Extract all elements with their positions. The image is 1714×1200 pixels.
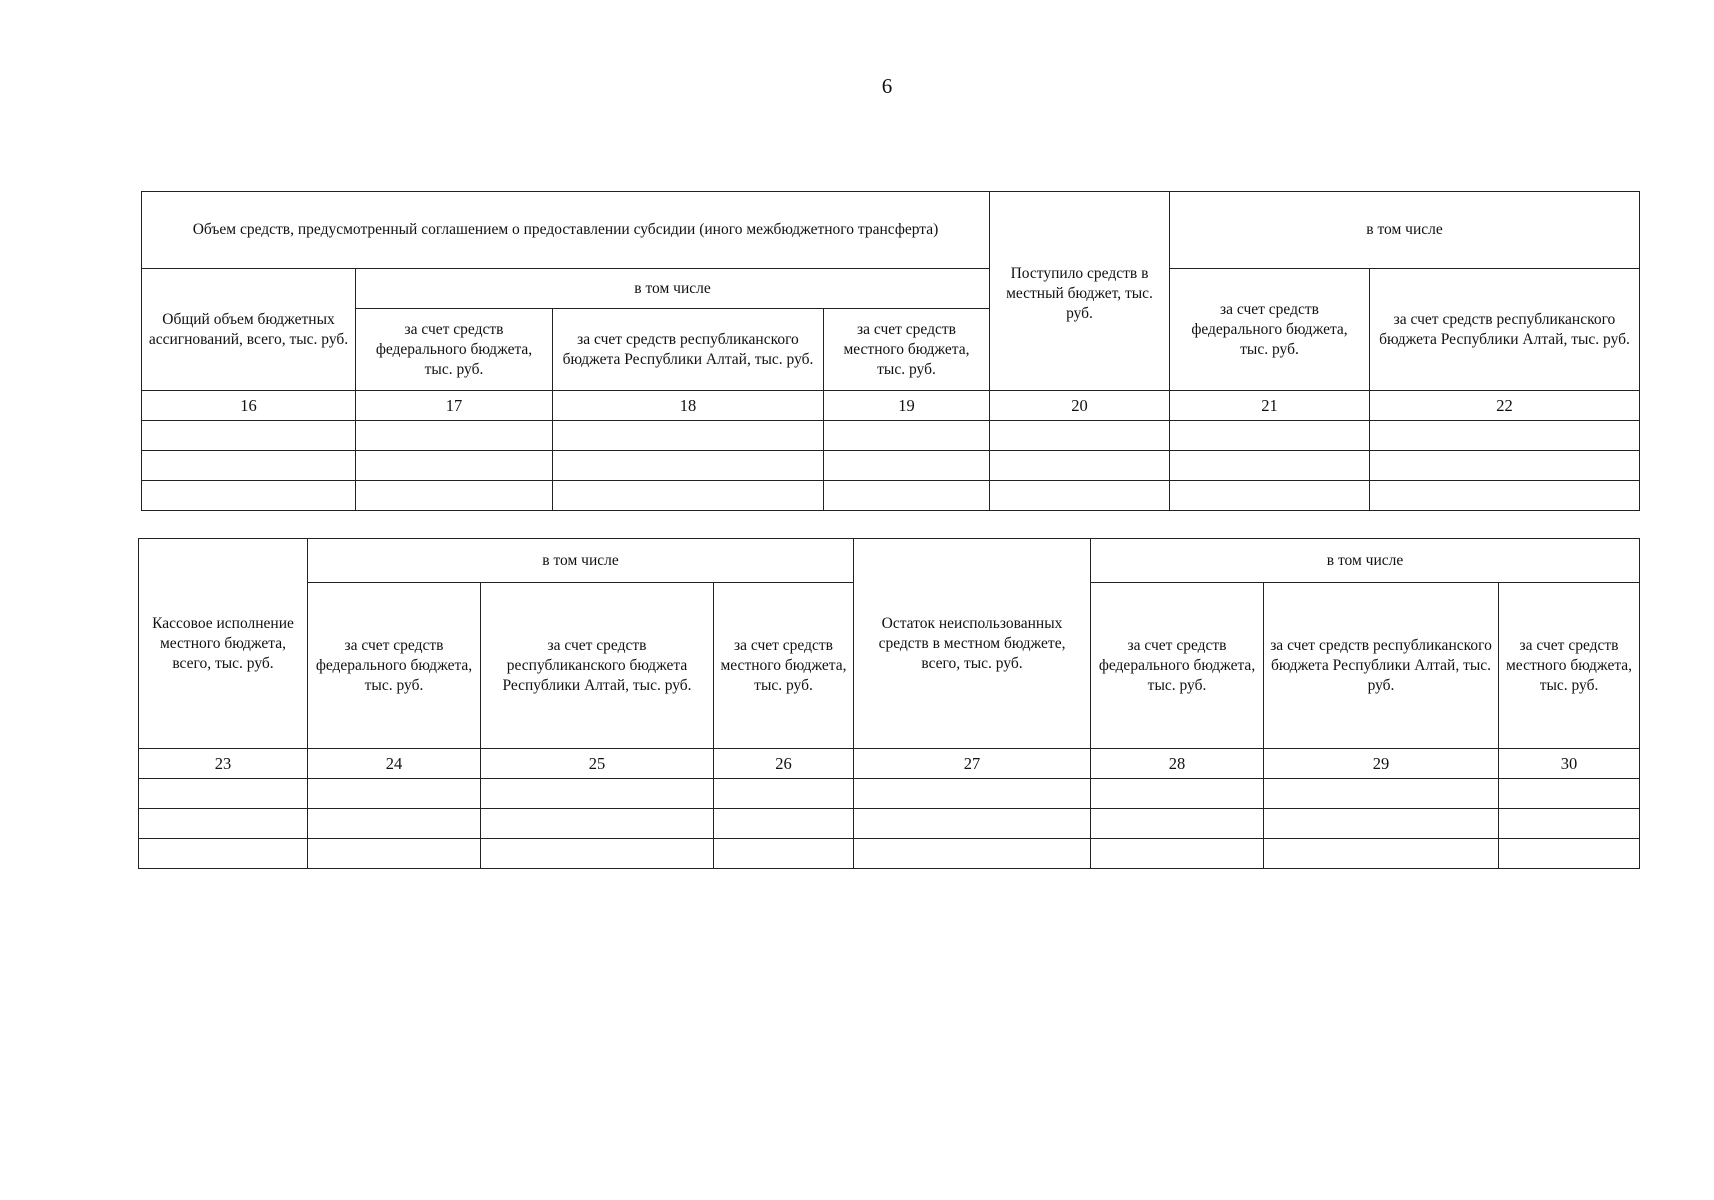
table-cell (1264, 839, 1499, 869)
column-numbers-row (142, 391, 1640, 421)
table-cell (1091, 779, 1264, 809)
column-number-19: 19 (824, 391, 990, 421)
table-cell (308, 779, 481, 809)
table-cell (308, 809, 481, 839)
local-budget-header-26: за счет средств местного бюджета, тыс. руб. (714, 583, 854, 749)
table-cell (714, 839, 854, 869)
table-row (142, 451, 1640, 481)
local-budget-header-30: за счет средств местного бюджета, тыс. руб. (1499, 583, 1640, 749)
column-number-25: 25 (481, 749, 714, 779)
table-cell (553, 421, 824, 451)
table-cell (1170, 451, 1370, 481)
column-number-27: 27 (854, 749, 1091, 779)
republic-budget-header-22: за счет средств республиканского бюджета Республики Алтай, тыс. руб. (1370, 269, 1640, 391)
table-cell (1170, 481, 1370, 511)
including-header: в том числе (1170, 192, 1640, 269)
table-cell (990, 421, 1170, 451)
including-subheader: в том числе (356, 269, 990, 309)
table-cell (714, 779, 854, 809)
table-cell (142, 481, 356, 511)
page-number: 6 (881, 74, 893, 98)
table-cell (308, 839, 481, 869)
column-number-24: 24 (308, 749, 481, 779)
column-number-29: 29 (1264, 749, 1499, 779)
table-cell (854, 779, 1091, 809)
table-cell (139, 779, 308, 809)
column-number-20: 20 (990, 391, 1170, 421)
table-cell (714, 809, 854, 839)
column-number-17: 17 (356, 391, 553, 421)
cash-execution-header: Кассовое исполнение местного бюджета, всего, тыс. руб. (139, 539, 308, 749)
column-number-16: 16 (142, 391, 356, 421)
republic-budget-header-25: за счет средств республиканского бюджета Республики Алтай, тыс. руб. (481, 583, 714, 749)
federal-budget-header-17: за счет средств федерального бюджета, тыс. руб. (356, 309, 553, 391)
table-row (139, 809, 1640, 839)
table-row (142, 481, 1640, 511)
table-cell (356, 451, 553, 481)
federal-budget-header-28: за счет средств федерального бюджета, тыс. руб. (1091, 583, 1264, 749)
table-cell (356, 421, 553, 451)
table-cell (481, 839, 714, 869)
table-cell (824, 451, 990, 481)
table-cell (356, 481, 553, 511)
table-cell (142, 451, 356, 481)
column-number-22: 22 (1370, 391, 1640, 421)
table-cell (1264, 809, 1499, 839)
table-cell (824, 421, 990, 451)
table-cell (481, 809, 714, 839)
table-cell (142, 421, 356, 451)
table-cell (854, 809, 1091, 839)
table-cell (1499, 779, 1640, 809)
table-cell (1499, 809, 1640, 839)
table-cell (1264, 779, 1499, 809)
table-cell (1499, 839, 1640, 869)
table-cell (990, 481, 1170, 511)
table-cell (854, 839, 1091, 869)
column-number-30: 30 (1499, 749, 1640, 779)
local-budget-header-19: за счет средств местного бюджета, тыс. руб. (824, 309, 990, 391)
table-cell (1170, 421, 1370, 451)
column-number-26: 26 (714, 749, 854, 779)
table-cell (139, 839, 308, 869)
table-cell (1370, 421, 1640, 451)
subsidy-volume-table (141, 191, 1640, 511)
table-cell (481, 779, 714, 809)
agreement-volume-header: Объем средств, предусмотренный соглашением о предоставлении субсидии (иного межбюджетного трансферта) (142, 192, 990, 269)
received-funds-label: Поступило средств в местный бюджет, тыс. руб. (1006, 265, 1153, 322)
column-number-21: 21 (1170, 391, 1370, 421)
table-cell (824, 481, 990, 511)
table-cell (553, 481, 824, 511)
table-cell (990, 451, 1170, 481)
column-number-28: 28 (1091, 749, 1264, 779)
including-header-b: в том числе (1091, 539, 1640, 583)
federal-budget-header-21: за счет средств федерального бюджета, тыс. руб. (1170, 269, 1370, 391)
republic-budget-header-18: за счет средств республиканского бюджета Республики Алтай, тыс. руб. (553, 309, 824, 391)
total-allocations-header: Общий объем бюджетных ассигнований, всего, тыс. руб. (142, 269, 356, 391)
table-cell (1091, 809, 1264, 839)
republic-budget-header-29: за счет средств республиканского бюджета Республики Алтай, тыс. руб. (1264, 583, 1499, 749)
federal-budget-header-24: за счет средств федерального бюджета, тыс. руб. (308, 583, 481, 749)
remainder-header: Остаток неиспользованных средств в местном бюджете, всего, тыс. руб. (854, 539, 1091, 749)
table-cell (1370, 481, 1640, 511)
table-row (142, 421, 1640, 451)
table-row (139, 779, 1640, 809)
table-cell (139, 809, 308, 839)
table-cell (1091, 839, 1264, 869)
including-header-a: в том числе (308, 539, 854, 583)
table-row (139, 839, 1640, 869)
received-funds-header (990, 192, 1170, 391)
table-cell (553, 451, 824, 481)
column-number-18: 18 (553, 391, 824, 421)
cash-execution-table (138, 538, 1640, 869)
table-cell (1370, 451, 1640, 481)
column-number-23: 23 (139, 749, 308, 779)
column-numbers-row (139, 749, 1640, 779)
